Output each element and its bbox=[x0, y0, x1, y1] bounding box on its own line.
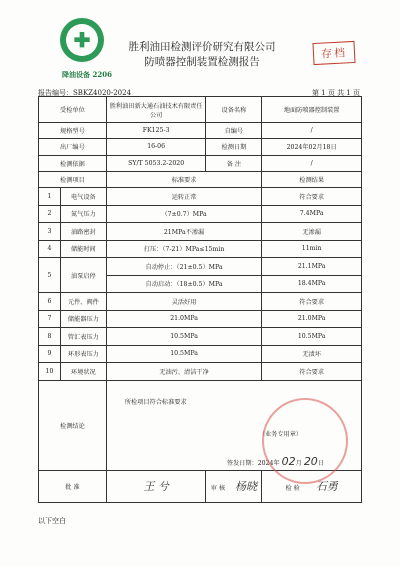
basis-value: SY/T 5053.2-2020 bbox=[106, 155, 206, 171]
table-row bbox=[39, 345, 362, 363]
row-result: 符合要求 bbox=[262, 188, 362, 206]
row-number: 9 bbox=[39, 345, 61, 363]
table-row bbox=[39, 328, 362, 346]
table-row bbox=[39, 310, 362, 328]
approve-signature: 王 兮 bbox=[106, 470, 206, 502]
row-number: 7 bbox=[39, 310, 61, 328]
row-standard: 运转正常 bbox=[106, 188, 262, 206]
column-header-item: 检测项目 bbox=[39, 171, 107, 187]
row-number: 5 bbox=[39, 258, 61, 293]
row-item: 电气设备 bbox=[60, 188, 106, 206]
column-header-row bbox=[39, 171, 362, 187]
table-row bbox=[39, 293, 362, 311]
info-row bbox=[39, 123, 362, 139]
report-number: 报告编号：SBKZ4020-2024 bbox=[38, 89, 132, 97]
review-signature: 杨晓 bbox=[235, 480, 258, 494]
page-info: 第 1 页 共 1 页 bbox=[311, 89, 360, 97]
row-item: 环境状况 bbox=[60, 363, 106, 381]
table-row bbox=[39, 223, 362, 241]
selfno-value: / bbox=[262, 123, 362, 139]
org-name: 胜利油田检测评价研究有限公司 bbox=[128, 41, 276, 53]
approve-label: 批 准 bbox=[39, 470, 107, 502]
row-standard: 21.0MPa bbox=[106, 310, 262, 328]
row-number: 1 bbox=[39, 188, 61, 206]
row-item: 油路密封 bbox=[60, 223, 106, 241]
inspect-signature: 石勇 bbox=[315, 480, 338, 494]
row-standard: 21MPa不渗漏 bbox=[106, 223, 262, 241]
row-standard: 灵活好用 bbox=[106, 293, 262, 311]
company-seal bbox=[262, 398, 348, 484]
column-header-standard: 标准要求 bbox=[106, 171, 262, 187]
table-row bbox=[39, 258, 362, 276]
row-number: 6 bbox=[39, 293, 61, 311]
remark-label: 备 注 bbox=[206, 155, 262, 171]
row-result: 21.1MPa bbox=[262, 258, 362, 276]
selfno-label: 自编号 bbox=[206, 123, 262, 139]
table-row bbox=[39, 363, 362, 381]
row-number: 2 bbox=[39, 205, 61, 223]
company-logo bbox=[60, 18, 104, 62]
column-header-result: 检测结果 bbox=[262, 171, 362, 187]
row-number: 8 bbox=[39, 328, 61, 346]
row-number: 3 bbox=[39, 223, 61, 241]
device-value: 地面防喷器控制装置 bbox=[262, 97, 362, 123]
row-standard: 无油污、清洁干净 bbox=[106, 363, 262, 381]
row-result: 11min bbox=[262, 240, 362, 258]
table-row bbox=[39, 240, 362, 258]
report-title: 防喷器控制装置检测报告 bbox=[144, 56, 260, 68]
row-item: 元件、阀件 bbox=[60, 293, 106, 311]
table-row bbox=[39, 205, 362, 223]
row-item: 管汇表压力 bbox=[60, 328, 106, 346]
row-item: 环形表压力 bbox=[60, 345, 106, 363]
archive-stamp: 存档 bbox=[312, 41, 355, 65]
row-standard: 10.5MPa bbox=[106, 345, 262, 363]
seal-note: （业务专用章） bbox=[258, 430, 303, 438]
conclusion-text: 所检项目符合标准要求 bbox=[124, 398, 187, 406]
cross-icon: ✚ bbox=[66, 24, 98, 56]
row-result: 符合要求 bbox=[262, 293, 362, 311]
conclusion-label: 检测结论 bbox=[39, 380, 107, 470]
row-result: 无渍坏 bbox=[262, 345, 362, 363]
footer-note: 以下空白 bbox=[38, 517, 66, 525]
client-label: 受检单位 bbox=[39, 97, 107, 123]
issue-date: 签发日期：2024年 02月 20日 bbox=[226, 454, 324, 468]
row-standard: 打压：（7-21）MPa≤15min bbox=[106, 240, 262, 258]
row-item: 氮气压力 bbox=[60, 205, 106, 223]
model-label: 规格型号 bbox=[39, 123, 107, 139]
row-result: 10.5MPa bbox=[262, 328, 362, 346]
basis-label: 检测依据 bbox=[39, 155, 107, 171]
row-number: 10 bbox=[39, 363, 61, 381]
date-label: 检测日期 bbox=[206, 139, 262, 155]
row-standard: 自动启动：（18±0.5）MPa bbox=[106, 275, 262, 293]
remark-value: / bbox=[262, 155, 362, 171]
row-result: 7.4MPa bbox=[262, 205, 362, 223]
logo-caption: 降油设备 2206 bbox=[62, 70, 112, 79]
date-value: 2024年02月18日 bbox=[262, 139, 362, 155]
row-number: 4 bbox=[39, 240, 61, 258]
row-standard: 自动停止：（21±0.5）MPa bbox=[106, 258, 262, 276]
row-result: 18.4MPa bbox=[262, 275, 362, 293]
model-value: FK125-3 bbox=[106, 123, 206, 139]
client-value: 胜利油田新大通石油技术有限责任公司 bbox=[106, 97, 206, 123]
inspect-label: 检 验 bbox=[285, 485, 300, 493]
factory-value: 16-06 bbox=[106, 139, 206, 155]
info-row bbox=[39, 155, 362, 171]
info-row bbox=[39, 97, 362, 123]
table-row bbox=[39, 188, 362, 206]
review-label: 审 核 杨晓 bbox=[206, 470, 262, 502]
row-standard: （7±0.7）MPa bbox=[106, 205, 262, 223]
row-standard: 10.5MPa bbox=[106, 328, 262, 346]
row-item: 油泵启停 bbox=[60, 258, 106, 293]
row-item: 储能时间 bbox=[60, 240, 106, 258]
row-result: 无渗漏 bbox=[262, 223, 362, 241]
info-row bbox=[39, 139, 362, 155]
page-title bbox=[112, 40, 292, 70]
row-item: 储能器压力 bbox=[60, 310, 106, 328]
row-result: 21.0MPa bbox=[262, 310, 362, 328]
device-label: 设备名称 bbox=[206, 97, 262, 123]
factory-label: 出厂编号 bbox=[39, 139, 107, 155]
row-result: 符合要求 bbox=[262, 363, 362, 381]
